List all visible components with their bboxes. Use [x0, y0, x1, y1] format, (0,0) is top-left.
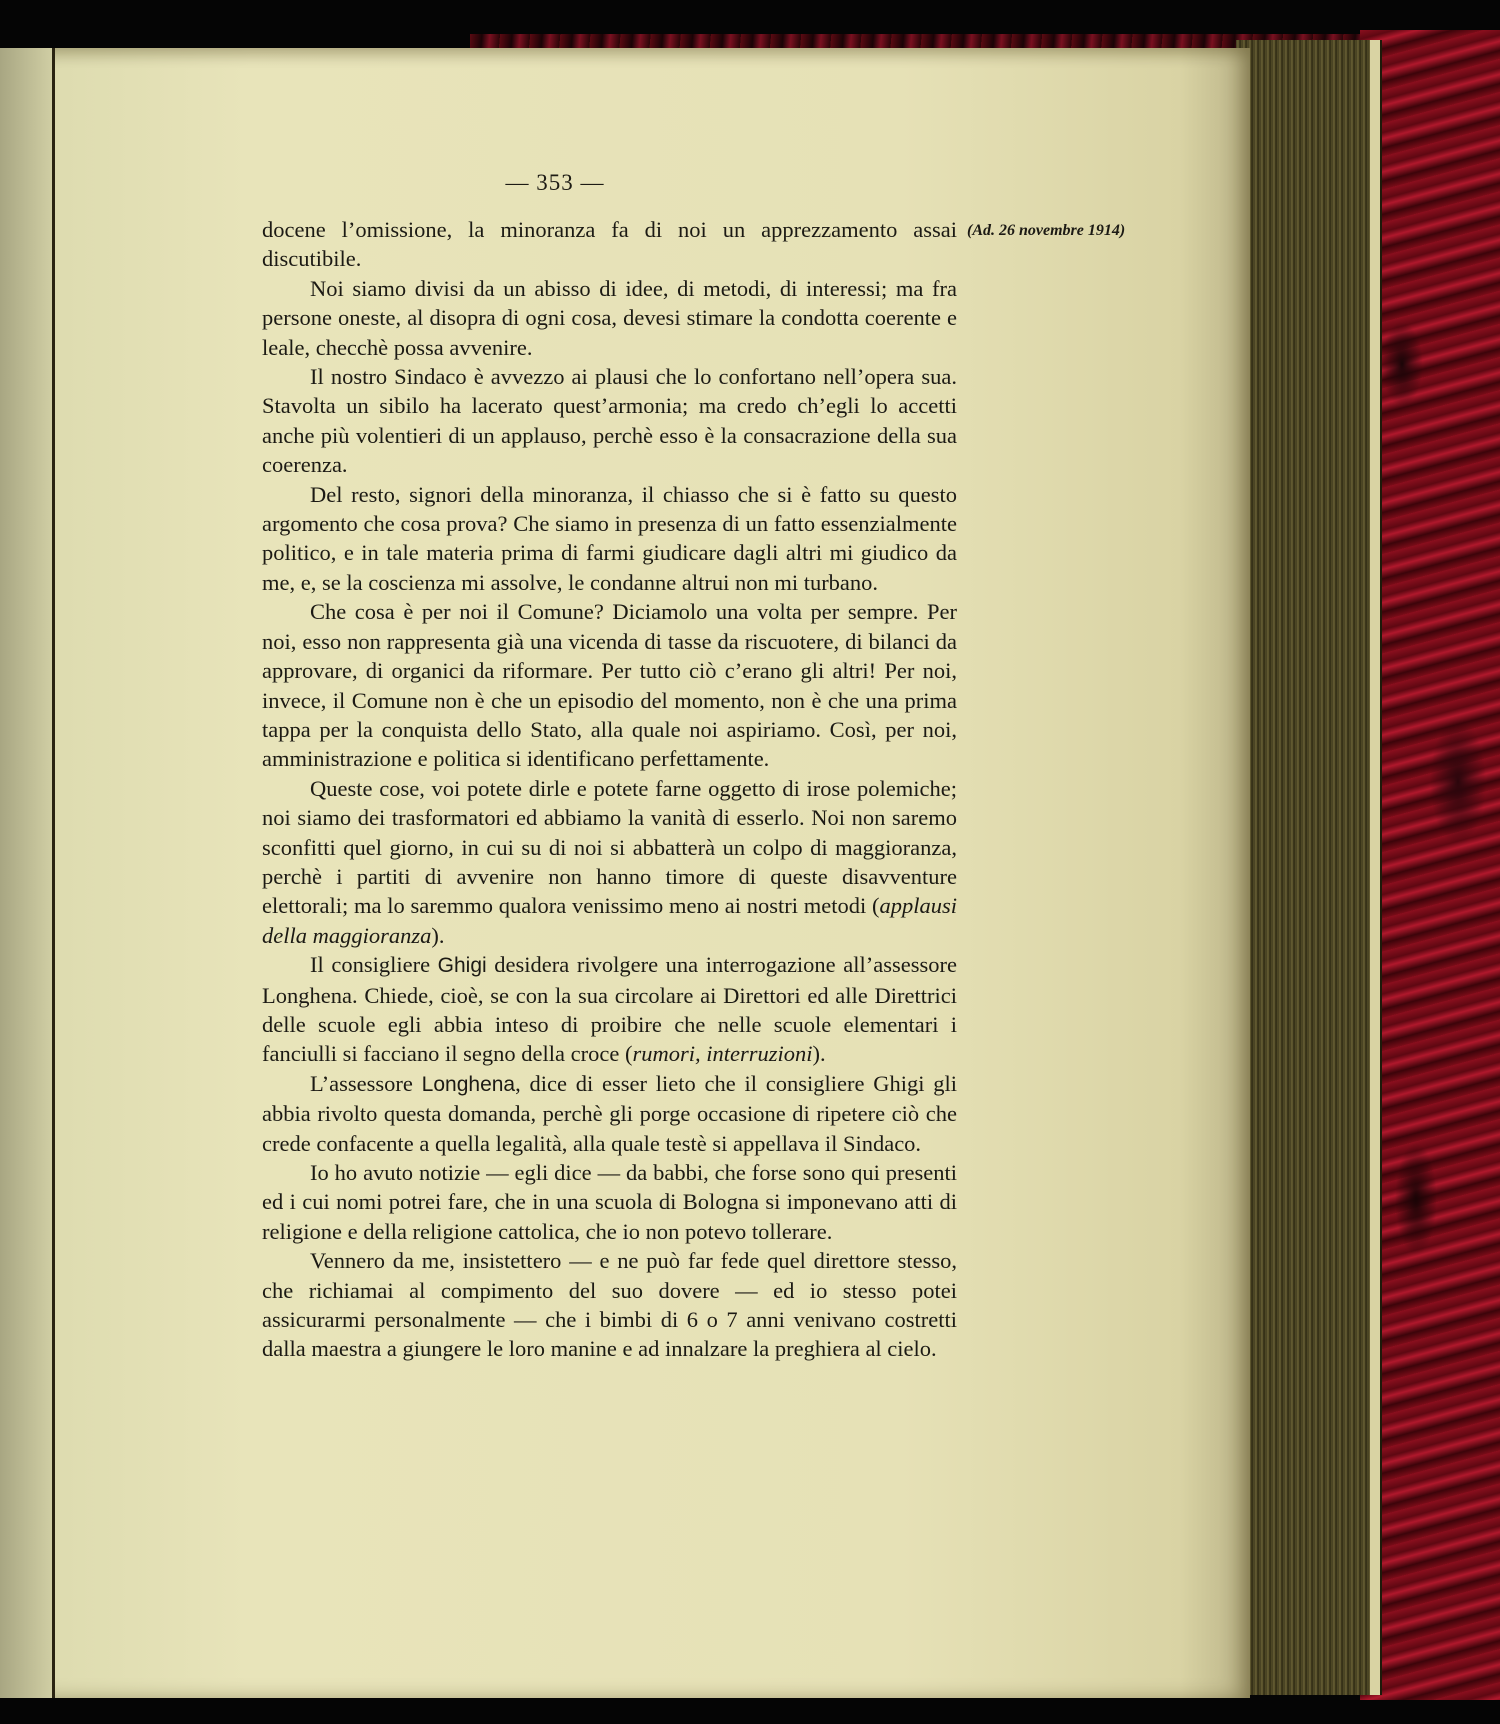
paragraph	[262, 1069, 957, 1158]
paragraph: Io ho avuto notizie — egli dice — da babbi, che forse sono qui presenti ed i cui nomi potrei fare, che in una scuola di Bologna si imponevano atti di religione e della religione cattolica, che io non potevo tollerare.	[262, 1160, 957, 1244]
paragraph: Che cosa è per noi il Comune? Diciamolo una volta per sempre. Per noi, esso non rappresenta già una vicenda di tasse da riscuotere, di bilanci da approvare, di organici da riformare. Per tutto ciò c’erano gli altri! Per noi, invece, il Comune non è che un episodio del momento, non è che una prima tappa per la conquista dello Stato, alla quale noi aspiriamo. Così, per noi, amministrazione e politica si identificano perfettamente.	[262, 599, 957, 772]
facing-page-shadow	[0, 48, 52, 1698]
book-gutter	[52, 48, 55, 1698]
stage-direction: applausi della maggioranza	[262, 893, 957, 948]
text-run: Queste cose, voi potete dirle e potete farne oggetto di irose polemiche; noi siamo dei trasformatori ed abbiamo la vanità di esserlo. Noi non saremo sconfitti quel giorno, in cui su di noi si abbatterà un colpo di maggioranza, perchè i partiti di avvenire non hanno timore di queste disavventure elettorali; ma lo saremmo qualora venissimo meno ai nostri metodi (	[262, 775, 957, 919]
paragraph: Del resto, signori della minoranza, il chiasso che si è fatto su questo argomento che cosa prova? Che siamo in presenza di un fatto essenzialmente politico, e in tale materia prima di farmi giudicare dagli altri mi giudico da me, e, se la coscienza mi assolve, le condanne altrui non mi turbano.	[262, 481, 957, 595]
text-run: desidera rivolgere una interrogazione all’assessore Longhena. Chiede, cioè, se con la sua circolare ai Direttori ed alle Direttrici delle scuole egli abbia inteso di proibire che nelle scuole elementari i fanciulli si facciano il segno della croce (	[262, 952, 957, 1067]
stage-direction: rumori, interruzioni	[632, 1041, 813, 1067]
speaker-name: Longhena	[421, 1072, 516, 1096]
text-run: Il consigliere	[310, 952, 438, 978]
paragraph	[262, 774, 957, 950]
speaker-name: Ghigi	[437, 954, 487, 978]
page-edge-highlight	[1370, 40, 1380, 1695]
paragraph: Vennero da me, insistettero — e ne può far fede quel direttore stesso, che richiamai al compimento del suo dovere — ed io stesso potei assicurarmi personalmente — che i bimbi di 6 o 7 anni venivano costretti dalla maestra a giungere le loro manine e ad innalzare la preghiera al cielo.	[262, 1248, 957, 1362]
paragraph	[262, 950, 957, 1069]
paragraph: docene l’omissione, la minoranza fa di noi un apprezzamento assai discutibile.	[262, 217, 957, 272]
margin-note-date: (Ad. 26 novembre 1914)	[967, 222, 1126, 239]
page-number: — 353 —	[505, 170, 605, 195]
paragraph: Il nostro Sindaco è avvezzo ai plausi che lo confortano nell’opera sua. Stavolta un sibilo ha lacerato quest’armonia; ma credo ch’egli lo accetti anche più volentieri di un applauso, perchè esso è la consacrazione della sua coerenza.	[262, 364, 957, 478]
body-text	[262, 215, 957, 1364]
paragraph: Noi siamo divisi da un abisso di idee, di metodi, di interessi; ma fra persone oneste, al disopra di ogni cosa, devesi stimare la condotta coerente e leale, checchè possa avvenire.	[262, 275, 957, 360]
text-run: L’assessore	[310, 1070, 422, 1096]
text-run: , dice di esser lieto che il consigliere Ghigi gli abbia rivolto questa domanda, perchè gli porge occasione di ripetere ciò che crede confacente a quella legalità, alla quale testè si appellava il Sindaco.	[262, 1070, 957, 1156]
text-run: ).	[812, 1041, 826, 1067]
text-run: ).	[431, 922, 445, 948]
page-edges	[1236, 40, 1382, 1695]
